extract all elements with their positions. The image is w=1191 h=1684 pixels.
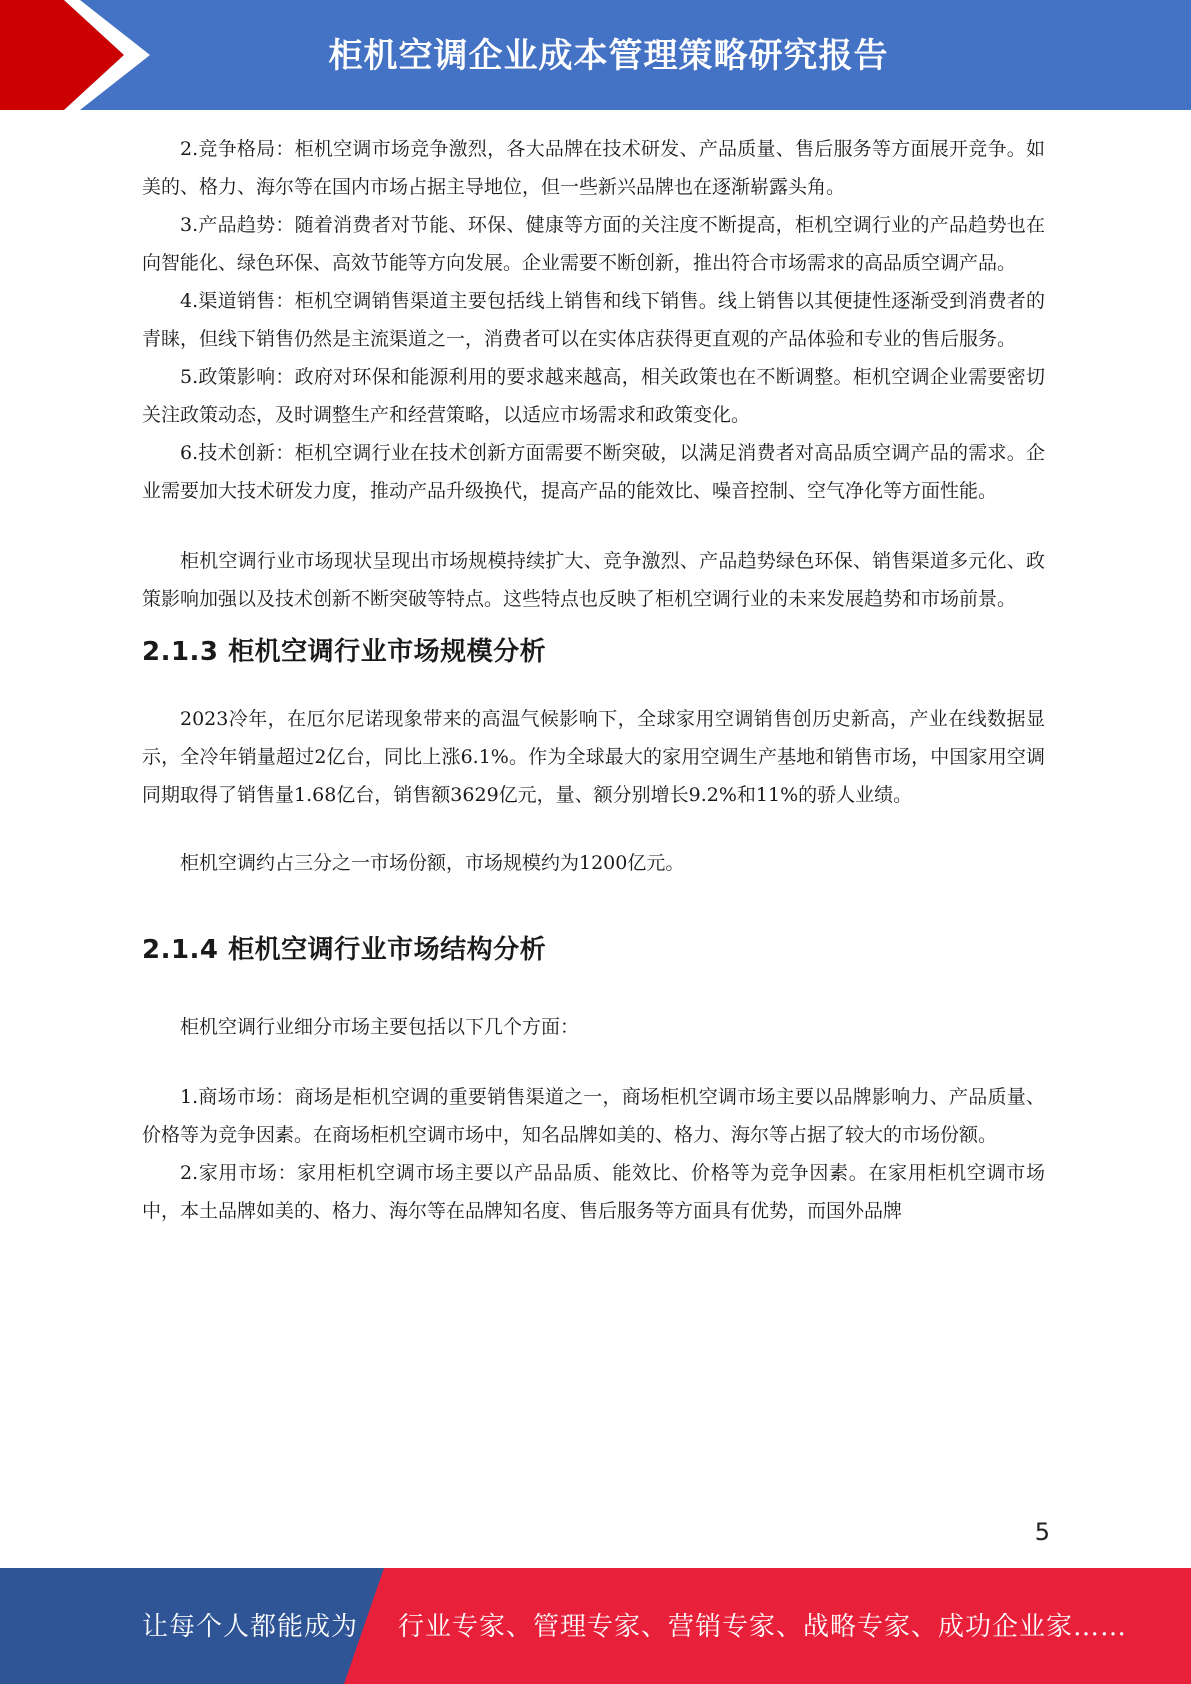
paragraph-competition: 2.竞争格局：柜机空调市场竞争激烈，各大品牌在技术研发、产品质量、售后服务等方面展开竞争。如美的、格力、海尔等在国内市场占据主导地位，但一些新兴品牌也在逐渐崭露头角。 [142,138,1045,198]
footer-slogan-right: 行业专家、管理专家、营销专家、战略专家、成功企业家…… [398,1612,1128,1642]
paragraph-market-size: 2023冷年，在厄尔尼诺现象带来的高温气候影响下，全球家用空调销售创历史新高，产业在线数据显示，全冷年销量超过2亿台，同比上涨6.1%。作为全球最大的家用空调生产基地和销售市场，中国家用空调同期取得了销售量1.68亿台，销售额3629亿元，量、额分别增长9.2%和11%的骄人业绩。 [142,708,1045,806]
page-footer [0,1568,1191,1684]
section-heading-2-1-4: 2.1.4 柜机空调行业市场结构分析 [142,935,547,965]
page-content [142,130,1045,1230]
paragraph-summary: 柜机空调行业市场现状呈现出市场规模持续扩大、竞争激烈、产品趋势绿色环保、销售渠道多元化、政策影响加强以及技术创新不断突破等特点。这些特点也反映了柜机空调行业的未来发展趋势和市场前景。 [142,550,1045,610]
footer-slogan-left: 让每个人都能成为 [142,1612,359,1642]
report-title: 柜机空调企业成本管理策略研究报告 [328,36,889,76]
paragraph-tech-innovation: 6.技术创新：柜机空调行业在技术创新方面需要不断突破，以满足消费者对高品质空调产品的需求。企业需要加大技术研发力度，推动产品升级换代，提高产品的能效比、噪音控制、空气净化等方面性能。 [142,442,1045,502]
paragraph-market-share: 柜机空调约占三分之一市场份额，市场规模约为1200亿元。 [180,852,685,874]
paragraph-product-trend: 3.产品趋势：随着消费者对节能、环保、健康等方面的关注度不断提高，柜机空调行业的产品趋势也在向智能化、绿色环保、高效节能等方向发展。企业需要不断创新，推出符合市场需求的高品质空调产品。 [142,214,1045,274]
page-header [0,0,1191,110]
paragraph-home-market: 2.家用市场：家用柜机空调市场主要以产品品质、能效比、价格等为竞争因素。在家用柜机空调市场中，本土品牌如美的、格力、海尔等在品牌知名度、售后服务等方面具有优势，而国外品牌 [142,1162,1045,1222]
paragraph-mall-market: 1.商场市场：商场是柜机空调的重要销售渠道之一，商场柜机空调市场主要以品牌影响力、产品质量、价格等为竞争因素。在商场柜机空调市场中，知名品牌如美的、格力、海尔等占据了较大的市场份额。 [142,1086,1045,1146]
page-number: 5 [1034,1518,1050,1546]
paragraph-structure-intro: 柜机空调行业细分市场主要包括以下几个方面： [180,1016,580,1038]
paragraph-channel-sales: 4.渠道销售：柜机空调销售渠道主要包括线上销售和线下销售。线上销售以其便捷性逐渐受到消费者的青睐，但线下销售仍然是主流渠道之一，消费者可以在实体店获得更直观的产品体验和专业的售后服务。 [142,290,1045,350]
section-heading-2-1-3: 2.1.3 柜机空调行业市场规模分析 [142,637,547,667]
paragraph-policy-impact: 5.政策影响：政府对环保和能源利用的要求越来越高，相关政策也在不断调整。柜机空调企业需要密切关注政策动态，及时调整生产和经营策略，以适应市场需求和政策变化。 [142,366,1045,426]
